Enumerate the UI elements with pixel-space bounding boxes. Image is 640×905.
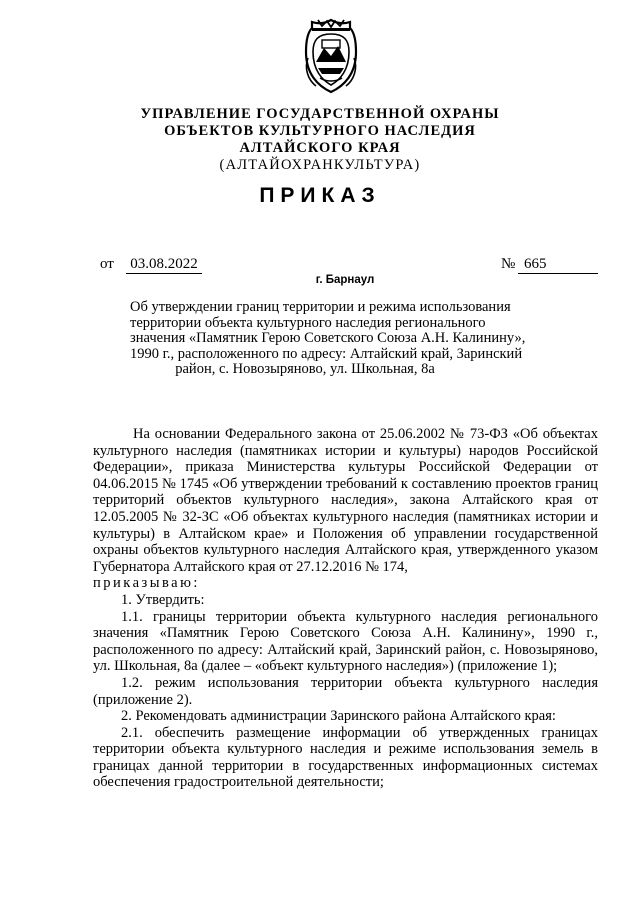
item-1-1: 1.1. границы территории объекта культурного наследия регионального значения «Памятник Герою Советского Союза А.Н. Калинину», 1990 г., расположенного по адресу: Алтайский край, Заринский район, с. Новозыряново, ул. Школьная, 8а (далее – «объект культурного наследия») (приложение 1); (93, 608, 598, 675)
subject-line: территории объекта культурного наследия регионального (130, 314, 486, 331)
document-date: 03.08.2022 (126, 256, 202, 274)
item-1: 1. Утвердить: (121, 591, 205, 608)
document-type: ПРИКАЗ (259, 184, 381, 207)
org-line: АЛТАЙСКОГО КРАЯ (239, 140, 401, 156)
number-prefix: № (501, 256, 516, 272)
coat-of-arms-icon (300, 18, 362, 94)
preamble-paragraph: На основании Федерального закона от 25.06.2002 № 73-ФЗ «Об объектах культурного наследия (памятниках истории и культуры) народов Российской Федерации», приказа Министерства культуры Российской Федерации от 04.06.2015 № 1745 «Об утверждении требований к составлению проектов границ территорий объектов культурного наследия», закона Алтайского края от 12.05.2005 № 32-ЗС «Об объектах культурного наследия (памятниках истории и культуры) в Алтайском крае» и Положения об управлении государственной охраны объектов культурного наследия Алтайского края, утвержденного указом Губернатора Алтайского края от 27.12.2016 № 174, (93, 426, 598, 575)
item-1-2: 1.2. режим использования территории объекта культурного наследия (приложение 2). (93, 674, 598, 708)
document-body (93, 426, 598, 791)
org-line: ОБЪЕКТОВ КУЛЬТУРНОГО НАСЛЕДИЯ (164, 123, 476, 139)
date-prefix: от (100, 256, 114, 272)
subject-line: значения «Памятник Герою Советского Союза А.Н. Калинину», (130, 330, 526, 346)
document-subject (130, 299, 526, 378)
subject-line: 1990 г., расположенного по адресу: Алтайский край, Заринский (130, 345, 523, 362)
item-2: 2. Рекомендовать администрации Заринского района Алтайского края: (121, 708, 556, 725)
organization-name (0, 106, 640, 174)
org-short-name: (АЛТАЙОХРАНКУЛЬТУРА) (219, 157, 421, 173)
item-2-1: 2.1. обеспечить размещение информации об утвержденных границах территории объекта культурного наследия и режиме использования земель в границах данной территории в государственных информационных системах обеспечения градостроительной деятельности; (93, 724, 598, 791)
subject-line: район, с. Новозыряново, ул. Школьная, 8а (175, 361, 435, 377)
org-line: УПРАВЛЕНИЕ ГОСУДАРСТВЕННОЙ ОХРАНЫ (140, 106, 500, 122)
date-number-row (100, 256, 598, 276)
city: г. Барнаул (315, 274, 375, 286)
document-number: 665 (518, 256, 598, 274)
order-word: приказываю: (93, 575, 200, 592)
subject-line: Об утверждении границ территории и режима использования (130, 299, 511, 315)
